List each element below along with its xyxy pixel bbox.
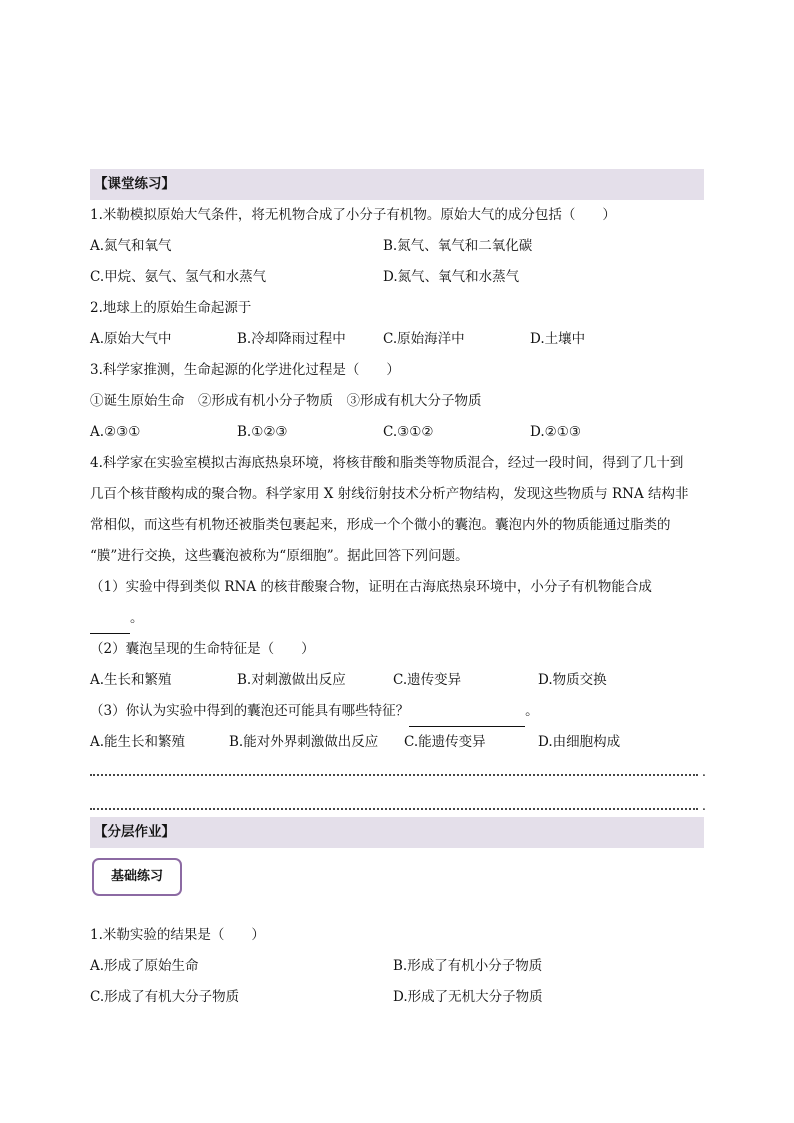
question-2-option-c[interactable]: C.原始海洋中 (383, 331, 465, 347)
question-2-stem: 2.地球上的原始生命起源于 (90, 300, 252, 316)
question-4-passage-line-2: 几百个核苷酸构成的聚合物。科学家用 X 射线衍射技术分析产物结构，发现这些物质与 RNA 结构非 (90, 486, 689, 502)
homework-question-1-options-row-2 (90, 982, 704, 1013)
question-4-sub1-line-1: （1）实验中得到类似 RNA 的核苷酸聚合物，证明在古海底热泉环境中，小分子有机物能合成 (90, 579, 652, 595)
question-4-sub3-options (90, 727, 704, 758)
question-4-sub1-answer-blank[interactable] (90, 615, 130, 634)
question-1-option-b[interactable]: B.氮气、氧气和二氧化碳 (383, 238, 533, 254)
question-4-sub3-answer-blank[interactable] (409, 708, 525, 727)
homework-question-1-options-row-1 (90, 951, 704, 982)
homework-question-1-option-a[interactable]: A.形成了原始生命 (90, 958, 199, 974)
section-header-class-practice: 【课堂练习】 (90, 169, 704, 200)
question-4-sub1-end: 。 (130, 610, 144, 626)
homework-question-1-option-c[interactable]: C.形成了有机大分子物质 (90, 989, 240, 1005)
dotted-separator-1 (90, 758, 698, 776)
question-1-option-a[interactable]: A.氮气和氧气 (90, 238, 172, 254)
question-4-sub2-option-a[interactable]: A.生长和繁殖 (90, 672, 172, 688)
worksheet-page (90, 169, 704, 1013)
section-header-layered-homework: 【分层作业】 (90, 817, 704, 848)
homework-question-1-option-b[interactable]: B.形成了有机小分子物质 (393, 958, 543, 974)
question-4-sub3-line (90, 696, 704, 727)
question-1-options-row-1 (90, 231, 704, 262)
question-1-options-row-2 (90, 262, 704, 293)
question-4-passage-line-1: 4.科学家在实验室模拟古海底热泉环境，将核苷酸和脂类等物质混合，经过一段时间，得到了几十到 (90, 455, 684, 471)
question-3-stem: 3.科学家推测，生命起源的化学进化过程是（ ） (90, 362, 400, 378)
question-4-sub2-option-d[interactable]: D.物质交换 (538, 672, 607, 688)
question-4-sub1-line-2 (90, 603, 704, 634)
question-4-sub3-option-b[interactable]: B.能对外界刺激做出反应 (229, 734, 379, 750)
question-1-option-d[interactable]: D.氮气、氧气和水蒸气 (383, 269, 520, 285)
question-3-options (90, 417, 704, 448)
basic-practice-badge: 基础练习 (92, 858, 182, 896)
homework-question-1-stem: 1.米勒实验的结果是（ ） (90, 927, 265, 943)
question-4-passage-line-3: 常相似，而这些有机物还被脂类包裹起来，形成一个个微小的囊泡。囊泡内外的物质能通过脂类的 (90, 517, 671, 533)
question-3-option-d[interactable]: D.②①③ (530, 424, 581, 440)
question-4-sub3-end: 。 (525, 703, 539, 719)
question-2-options (90, 324, 704, 355)
question-3-option-b[interactable]: B.①②③ (237, 424, 288, 440)
question-2-option-d[interactable]: D.土壤中 (530, 331, 586, 347)
question-2-option-a[interactable]: A.原始大气中 (90, 331, 172, 347)
question-4-passage-line-4: “膜”进行交换，这些囊泡被称为“原细胞”。据此回答下列问题。 (90, 548, 469, 564)
question-1-option-c[interactable]: C.甲烷、氨气、氢气和水蒸气 (90, 269, 267, 285)
question-2-option-b[interactable]: B.冷却降雨过程中 (237, 331, 346, 347)
homework-question-1-option-d[interactable]: D.形成了无机大分子物质 (393, 989, 543, 1005)
question-3-option-c[interactable]: C.③①② (383, 424, 434, 440)
question-4-sub2-options (90, 665, 704, 696)
question-4-sub3-option-c[interactable]: C.能遗传变异 (404, 734, 486, 750)
question-4-sub2-option-c[interactable]: C.遗传变异 (393, 672, 462, 688)
basic-practice-badge-area (90, 848, 704, 920)
question-4-sub3-option-a[interactable]: A.能生长和繁殖 (90, 734, 186, 750)
question-4-sub2-option-b[interactable]: B.对刺激做出反应 (237, 672, 346, 688)
question-4-sub3-stem: （3）你认为实验中得到的囊泡还可能具有哪些特征？ (90, 703, 410, 719)
question-4-sub3-option-d[interactable]: D.由细胞构成 (538, 734, 621, 750)
question-3-items: ①诞生原始生命 ②形成有机小分子物质 ③形成有机大分子物质 (90, 393, 482, 409)
question-1-stem: 1.米勒模拟原始大气条件，将无机物合成了小分子有机物。原始大气的成分包括（ ） (90, 207, 616, 223)
dotted-separator-2 (90, 792, 698, 810)
question-4-sub2-stem: （2）囊泡呈现的生命特征是（ ） (90, 641, 315, 657)
question-3-option-a[interactable]: A.②③① (90, 424, 141, 440)
